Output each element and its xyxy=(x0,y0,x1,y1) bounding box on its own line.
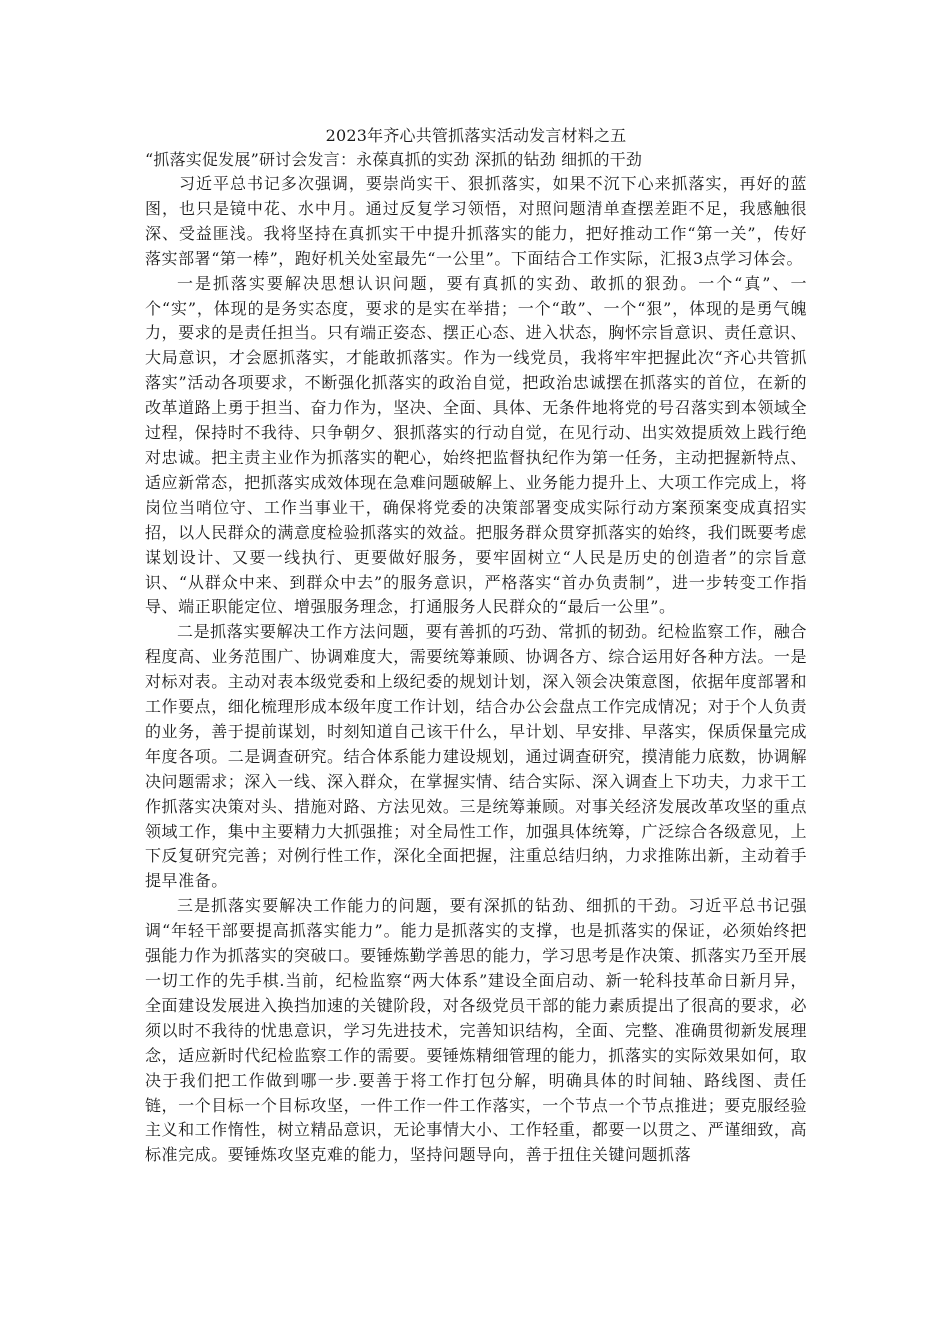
paragraph-two: 二是抓落实要解决工作方法问题，要有善抓的巧劲、常抓的韧劲。纪检监察工作，融合程度高、业务范围广、协调难度大，需要统筹兼顾、协调各方、综合运用好各种方法。一是对标对表。主动对表本级党委和上级纪委的规划计划，深入领会决策意图，依据年度部署和工作要点，细化梳理形成本级年度工作计划，结合办公会盘点工作完成情况；对于个人负责的业务，善于提前谋划，时刻知道自己该干什么，早计划、早安排、早落实，保质保量完成年度各项。二是调查研究。结合体系能力建设规划，通过调查研究，摸清能力底数，协调解决问题需求；深入一线、深入群众，在掌握实情、结合实际、深入调查上下功夫，力求干工作抓落实决策对头、措施对路、方法见效。三是统筹兼顾。对事关经济发展改革攻坚的重点领域工作，集中主要精力大抓强推；对全局性工作，加强具体统筹，广泛综合各级意见，上下反复研究完善；对例行性工作，深化全面把握，注重总结归纳，力求推陈出新，主动着手提早准备。 xyxy=(145,622,808,891)
document-title: 2023年齐心共管抓落实活动发言材料之五 xyxy=(325,126,627,145)
document-page xyxy=(145,124,807,1168)
document-subtitle: “抓落实促发展”研讨会发言：永葆真抓的实劲 深抓的钻劲 细抓的干劲 xyxy=(145,150,643,169)
paragraph-three: 三是抓落实要解决工作能力的问题，要有深抓的钻劲、细抓的干劲。习近平总书记强调“年轻干部要提高抓落实能力”。能力是抓落实的支撑，也是抓落实的保证，必须始终把强能力作为抓落实的突破口。要锤炼勤学善思的能力，学习思考是作决策、抓落实乃至开展一切工作的先手棋.当前，纪检监察“两大体系”建设全面启动、新一轮科技革命日新月异，全面建设发展进入换挡加速的关键阶段，对各级党员干部的能力素质提出了很高的要求，必须以时不我待的忧患意识，学习先进技术，完善知识结构，全面、完整、准确贯彻新发展理念，适应新时代纪检监察工作的需要。要锤炼精细管理的能力，抓落实的实际效果如何，取决于我们把工作做到哪一步.要善于将工作打包分解，明确具体的时间轴、路线图、责任链，一个目标一个目标攻坚，一件工作一件工作落实，一个节点一个节点推进；要克服经验主义和工作惰性，树立精品意识，无论事情大小、工作轻重，都要一以贯之、严谨细致，高标准完成。要锤炼攻坚克难的能力，坚持问题导向，善于扭住关键问题抓落 xyxy=(145,896,808,1165)
paragraph-intro: 习近平总书记多次强调，要崇尚实干、狠抓落实，如果不沉下心来抓落实，再好的蓝图，也只是镜中花、水中月。通过反复学习领悟，对照问题清单查摆差距不足，我感触很深、受益匪浅。我将坚持在真抓实干中提升抓落实的能力，把好推动工作“第一关”，传好落实部署“第一棒”，跑好机关处室最先“一公里”。下面结合工作实际，汇报3点学习体会。 xyxy=(145,174,807,268)
paragraph-one: 一是抓落实要解决思想认识问题，要有真抓的实劲、敢抓的狠劲。一个“真”、一个“实”，体现的是务实态度，要求的是实在举措；一个“敢”、一个“狠”，体现的是勇气魄力，要求的是责任担当。只有端正姿态、摆正心态、进入状态，胸怀宗旨意识、责任意识、大局意识，才会愿抓落实，才能敢抓落实。作为一线党员，我将牢牢把握此次“齐心共管抓落实”活动各项要求，不断强化抓落实的政治自觉，把政治忠诚摆在抓落实的首位，在新的改革道路上勇于担当、奋力作为，坚决、全面、具体、无条件地将党的号召落实到本领域全过程，保持时不我待、只争朝夕、狠抓落实的行动自觉，在见行动、出实效提质效上践行绝对忠诚。把主责主业作为抓落实的靶心，始终把监督执纪作为第一任务，主动把握新特点、适应新常态，把抓落实成效体现在急难问题破解上、业务能力提升上、大项工作完成上，将岗位当哨位守、工作当事业干，确保将党委的决策部署变成实际行动方案预案变成真招实招，以人民群众的满意度检验抓落实的效益。把服务群众贯穿抓落实的始终，我们既要考虑谋划设计、又要一线执行、更要做好服务，要牢固树立“人民是历史的创造者”的宗旨意识、“从群众中来、到群众中去”的服务意识，严格落实“首办负责制”，进一步转变工作指导、端正职能定位、增强服务理念，打通服务人民群众的“最后一公里”。 xyxy=(145,273,808,617)
